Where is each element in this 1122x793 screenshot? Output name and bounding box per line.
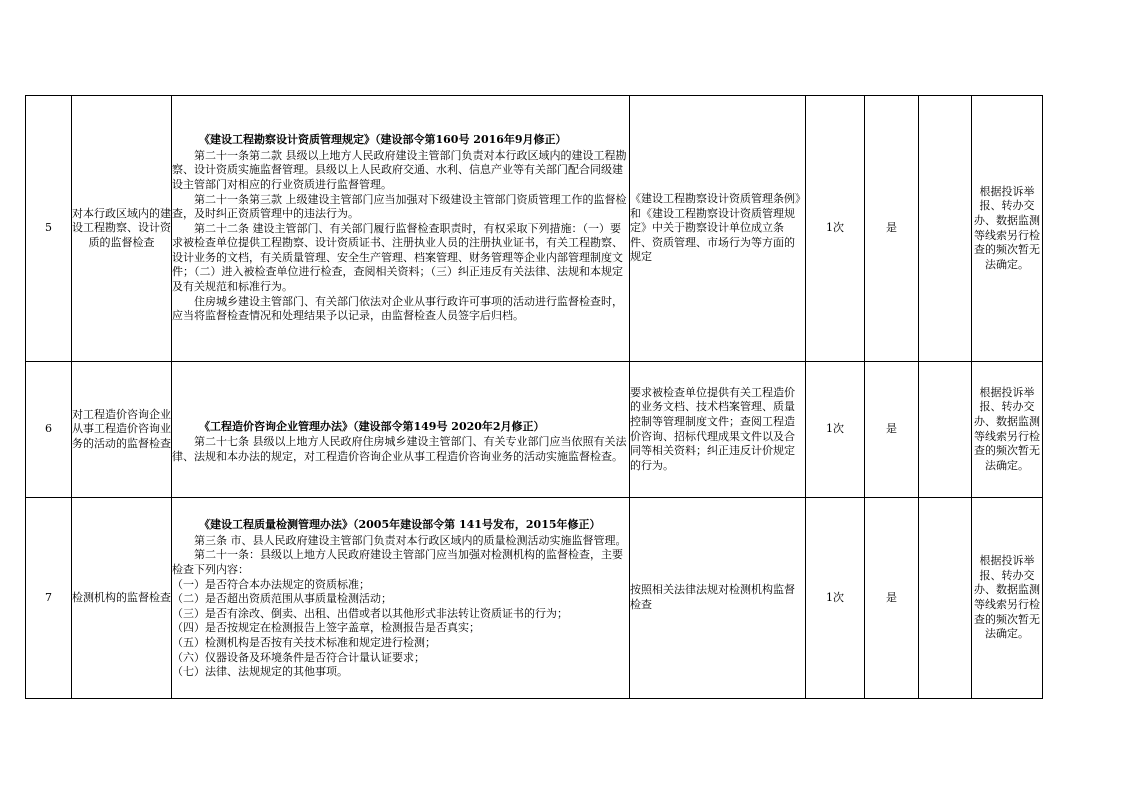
inspection-table	[25, 95, 1043, 699]
law-paragraph: 第二十一条：县级以上地方人民政府建设主管部门应当加强对检测机构的监督检查，主要检查下列内容：	[172, 548, 623, 577]
legal-basis	[172, 96, 630, 362]
law-title: 《建设工程质量检测管理办法》（2005年建设部令第 141号发布，2015年修正）	[199, 518, 601, 532]
row-number: 6	[26, 362, 72, 498]
empty-cell	[919, 498, 972, 699]
public-flag: 是	[865, 498, 919, 699]
legal-basis	[172, 498, 630, 699]
inspection-item: 检测机构的监督检查	[72, 498, 172, 699]
law-title: 《建设工程勘察设计资质管理规定》（建设部令第160号 2016年9月修正）	[199, 133, 567, 147]
law-title: 《工程造价咨询企业管理办法》（建设部令第149号 2020年2月修正）	[199, 419, 545, 433]
row-number: 5	[26, 96, 72, 362]
law-paragraph: 第三条 市、县人民政府建设主管部门负责对本行政区域内的质量检测活动实施监督管理。	[194, 533, 627, 547]
empty-cell	[919, 96, 972, 362]
inspection-item: 对本行政区域内的建设工程勘察、设计资质的监督检查	[72, 96, 172, 362]
law-list-item: （一）是否符合本办法规定的资质标准；	[172, 577, 370, 591]
law-paragraph: 第二十二条 建设主管部门、有关部门履行监督检查职责时，有权采取下列措施：（一）要求被检查单位提供工程勘察、设计资质证书、注册执业人员的注册执业证书，有关工程勘察、设计业务的文档，有关质量管理、安全生产管理、档案管理、财务管理等企业内部管理制度文件；（二）进入被检查单位进行检查，查阅相关资料；（三）纠正违反有关法律、法规和本规定及有关规范和标准行为。	[172, 221, 623, 294]
law-list-item: （三）是否有涂改、倒卖、出租、出借或者以其他形式非法转让资质证书的行为；	[172, 606, 568, 620]
law-list-item: （六）仪器设备及环境条件是否符合计量认证要求；	[172, 650, 425, 664]
law-paragraph: 第二十七条 县级以上地方人民政府住房城乡建设主管部门、有关专业部门应当依照有关法律、法规和本办法的规定，对工程造价咨询企业从事工程造价咨询业务的活动实施监督检查。	[172, 435, 627, 463]
public-flag: 是	[865, 96, 919, 362]
table-row	[26, 498, 1043, 699]
table-row	[26, 362, 1043, 498]
law-list-item: （二）是否超出资质范围从事质量检测活动；	[172, 592, 392, 606]
inspection-content: 按照相关法律法规对检测机构监督检查	[630, 498, 806, 699]
inspection-frequency: 1次	[806, 96, 865, 362]
remark: 根据投诉举报、转办交办、数据监测等线索另行检查的频次暂无法确定。	[972, 362, 1043, 498]
law-paragraph: 第二十一条第三款 上级建设主管部门应当加强对下级建设主管部门资质管理工作的监督检查，及时纠正资质管理中的违法行为。	[172, 192, 627, 221]
legal-basis	[172, 362, 630, 498]
remark: 根据投诉举报、转办交办、数据监测等线索另行检查的频次暂无法确定。	[972, 498, 1043, 699]
law-list-item: （五）检测机构是否按有关技术标准和规定进行检测；	[172, 635, 436, 649]
inspection-item: 对工程造价咨询企业从事工程造价咨询业务的活动的监督检查	[72, 362, 172, 498]
empty-cell	[919, 362, 972, 498]
inspection-content: 《建设工程勘察设计资质管理条例》和《建设工程勘察设计资质管理规定》中关于勘察设计单位成立条件、资质管理、市场行为等方面的规定	[630, 96, 806, 362]
law-list-item: （四）是否按规定在检测报告上签字盖章，检测报告是否真实；	[172, 621, 480, 635]
inspection-frequency: 1次	[806, 498, 865, 699]
inspection-content: 要求被检查单位提供有关工程造价的业务文档、技术档案管理、质量控制等管理制度文件；查阅工程造价咨询、招标代理成果文件以及合同等相关资料；纠正违反计价规定的行为。	[630, 362, 806, 498]
table-row	[26, 96, 1043, 362]
remark: 根据投诉举报、转办交办、数据监测等线索另行检查的频次暂无法确定。	[972, 96, 1043, 362]
row-number: 7	[26, 498, 72, 699]
law-paragraph: 第二十一条第二款 县级以上地方人民政府建设主管部门负责对本行政区域内的建设工程勘察、设计资质实施监督管理。县级以上人民政府交通、水利、信息产业等有关部门配合同级建设主管部门对相应的行业资质进行监督管理。	[172, 148, 627, 191]
inspection-frequency: 1次	[806, 362, 865, 498]
public-flag: 是	[865, 362, 919, 498]
law-paragraph: 住房城乡建设主管部门、有关部门依法对企业从事行政许可事项的活动进行监督检查时，应当将监督检查情况和处理结果予以记录，由监督检查人员签字后归档。	[172, 294, 623, 323]
law-list-item: （七）法律、法规规定的其他事项。	[172, 665, 348, 679]
